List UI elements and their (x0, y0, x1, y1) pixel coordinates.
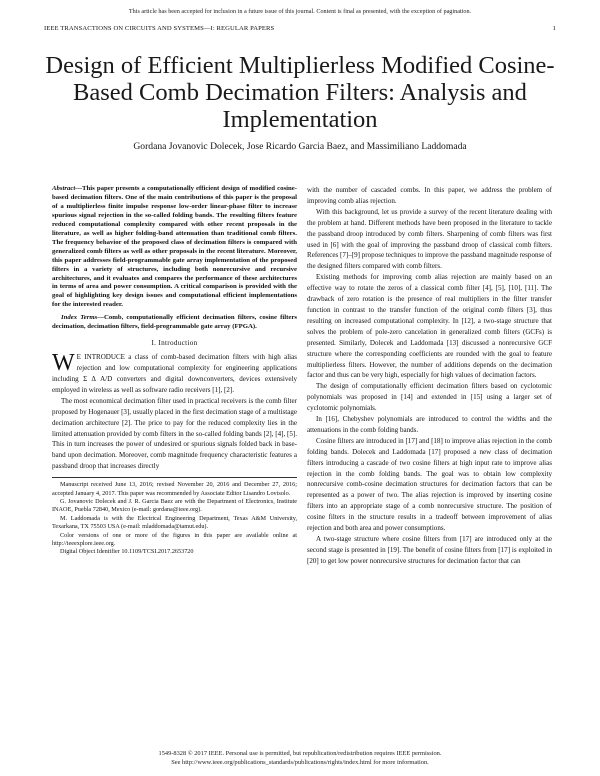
intro-paragraph-1 (52, 352, 297, 396)
body-paragraph: Existing methods for improving comb alias rejection are mainly based on an effective way to rotate the zeros of a classical comb filter [4], [5], [10], [11]. The drawback of zero rotation is the presence of real multipliers in the filter transfer function in contrast to the transfer function of the original comb filters [3], thus resulting on increased computational complexity. In [12], a two-stage structure that solves the problem of pole-zero cancelation in generalized comb filters (GCFs) is presented. Similarly, Dolecek and Laddomada [13] discussed a nonrecursive GCF structure where the corresponding coefficients are rounded with the goal to feature multiplierless filters. However, the number of additions depends on the decimation factor and thus can be very high, especially for high values of decimation factors. (307, 273, 552, 380)
body-paragraph: With this background, let us provide a survey of the recent literature dealing with the problem at hand. Different methods have been proposed in the literature to tackle the passband droop introduced by comb filters. Sharpening of comb filters was first used in [6] with the goal of improving the passband droop of classical comb filters. References [7]–[9] propose techniques to improve the passband magnitude response of the designed filters compared with comb filters. (307, 207, 552, 271)
footnote-manuscript: Manuscript received June 13, 2016; revised November 20, 2016 and December 27, 2016; accepted January 4, 2017. This paper was recommended by Associate Editor Lisandro Lovisolo. (52, 481, 297, 497)
journal-name: IEEE TRANSACTIONS ON CIRCUITS AND SYSTEMS—I: REGULAR PAPERS (44, 25, 275, 32)
footnotes (52, 477, 297, 557)
body-paragraph: In [16], Chebyshev polynomials are introduced to control the widths and the attenuations in the comb folding bands. (307, 415, 552, 434)
copyright-line: 1549-8328 © 2017 IEEE. Personal use is permitted, but republication/redistribution requires IEEE permission. (158, 750, 442, 757)
drop-cap: W (52, 350, 75, 377)
abstract (52, 185, 297, 310)
index-terms-text: —Comb, computationally efficient decimation filters, cosine filters decimation, decimation filters, field-programmable gate array (FPGA). (52, 314, 297, 331)
footnote-color-versions: Color versions of one or more of the figures in this paper are available online at http://ieeexplore.ieee.org. (52, 531, 297, 547)
body-paragraph: Cosine filters are introduced in [17] and [18] to improve alias rejection in the comb folding bands. Dolecek and Laddomada [17] proposed a new class of decimation filters introducing a cascade of two cosine filters at high input rate to improve alias rejection in the comb folding bands. The goal was to obtain low complexity nonrecursive comb-cosine decimation structures for decimation factors that can be represented as a power of two. The alias rejection is improved by inserting cosine filters into an appropriate stage of a comb nonrecursive structure. The position of cosine filters in the structure results in a tradeoff between improvement of alias rejection and both area and power consumptions. (307, 436, 552, 533)
paper-title: Design of Efficient Multiplierless Modified Cosine-Based Comb Decimation Filters: Analysis and Implementation (45, 52, 555, 133)
body-paragraph: with the number of cascaded combs. In this paper, we address the problem of improving comb alias rejection. (307, 186, 552, 205)
index-terms (52, 314, 297, 332)
body-paragraph: The design of computationally efficient decimation filters based on cyclotomic polynomials was proposed in [14] and extended in [15] using a larger set of cyclotomic polynomials. (307, 382, 552, 413)
intro-paragraph-1-text: INTRODUCE a class of comb-based decimation filters with high alias rejection and low computational complexity for engineering applications including Σ Δ A/D converters and digital downconverters, devices extensively employed in wireless as well as software radio receivers [1], [2]. (52, 353, 297, 394)
page-number: 1 (552, 25, 556, 32)
index-terms-label: Index Terms (61, 314, 98, 322)
acceptance-notice: This article has been accepted for inclusion in a future issue of this journal. Content is final as presented, with the exception of pagination. (128, 8, 472, 15)
copyright-footer (0, 749, 600, 767)
left-column (52, 185, 297, 557)
author-list: Gordana Jovanovic Dolecek, Jose Ricardo Garcia Baez, and Massimiliano Laddomada (133, 141, 467, 152)
intro-paragraph-2: The most economical decimation filter used in practical receivers is the comb filter proposed by Hogenauer [3], usually placed in the first decimation stage of a multistage decimation architecture [2]. The price to pay for the reduced complexity lies in the limited attenuation provided by comb filters in the so-called folding bands [2], [4], [5]. This in turn increases the power of undesired or spurious signals folded back in base-band upon decimation. Moreover, comb magnitude frequency characteristic features a passband droop that increases directly (52, 396, 298, 471)
abstract-text: —This paper presents a computationally efficient design of modified cosine-based decimation filters. One of the main contributions of this paper is the proposal of a multiplierless finite impulse response low-order linear-phase filter to increase spurious signal rejection in the so-called folding bands. The resulting filters feature reduced computational complexity compared with other recent proposals in the literature, as well as higher folding-band attenuation than traditional comb filters. The frequency behavior of the proposed class of decimation filters is compared with generalized comb filters as well as other proposals in the recent literature. Moreover, this paper addresses field-programmable gate array implementation of the proposed filters in a variety of structures, including both nonrecursive and recursive architectures, and it evaluates and compares the performance of these architectures in terms of area and power consumption. A critical comparison is provided with the goal of highlighting key design issues and computational efficient implementations for the interested reader. (52, 185, 297, 309)
intro-first-word: E (76, 353, 81, 362)
running-header (44, 25, 556, 32)
footnote-doi: Digital Object Identifier 10.1109/TCSI.2017.2653720 (60, 548, 194, 556)
right-column (307, 185, 552, 567)
rights-link-line: See http://www.ieee.org/publications_standards/publications/rights/index.html for more information. (171, 759, 429, 766)
footnote-authors-1: G. Jovanovic Dolecek and J. R. Garcia Baez are with the Department of Electronics, Institute INAOE, Puebla 72840, Mexico (e-mail: gordana@ieee.org). (52, 497, 297, 514)
body-paragraph: A two-stage structure where cosine filters from [17] are introduced only at the second stage is presented in [19]. The benefit of cosine filters from [17] is exploited in [20] to get low power nonrecursive structures for decimation factor that can (307, 535, 552, 565)
footnote-authors-2: M. Laddomada is with the Electrical Engineering Department, Texas A&M University, Texarkana, TX 75503 USA (e-mail: mladdomada@tamut.edu). (52, 514, 297, 531)
section-heading-introduction: I. Introduction (151, 339, 198, 348)
abstract-label: Abstract (52, 185, 76, 192)
